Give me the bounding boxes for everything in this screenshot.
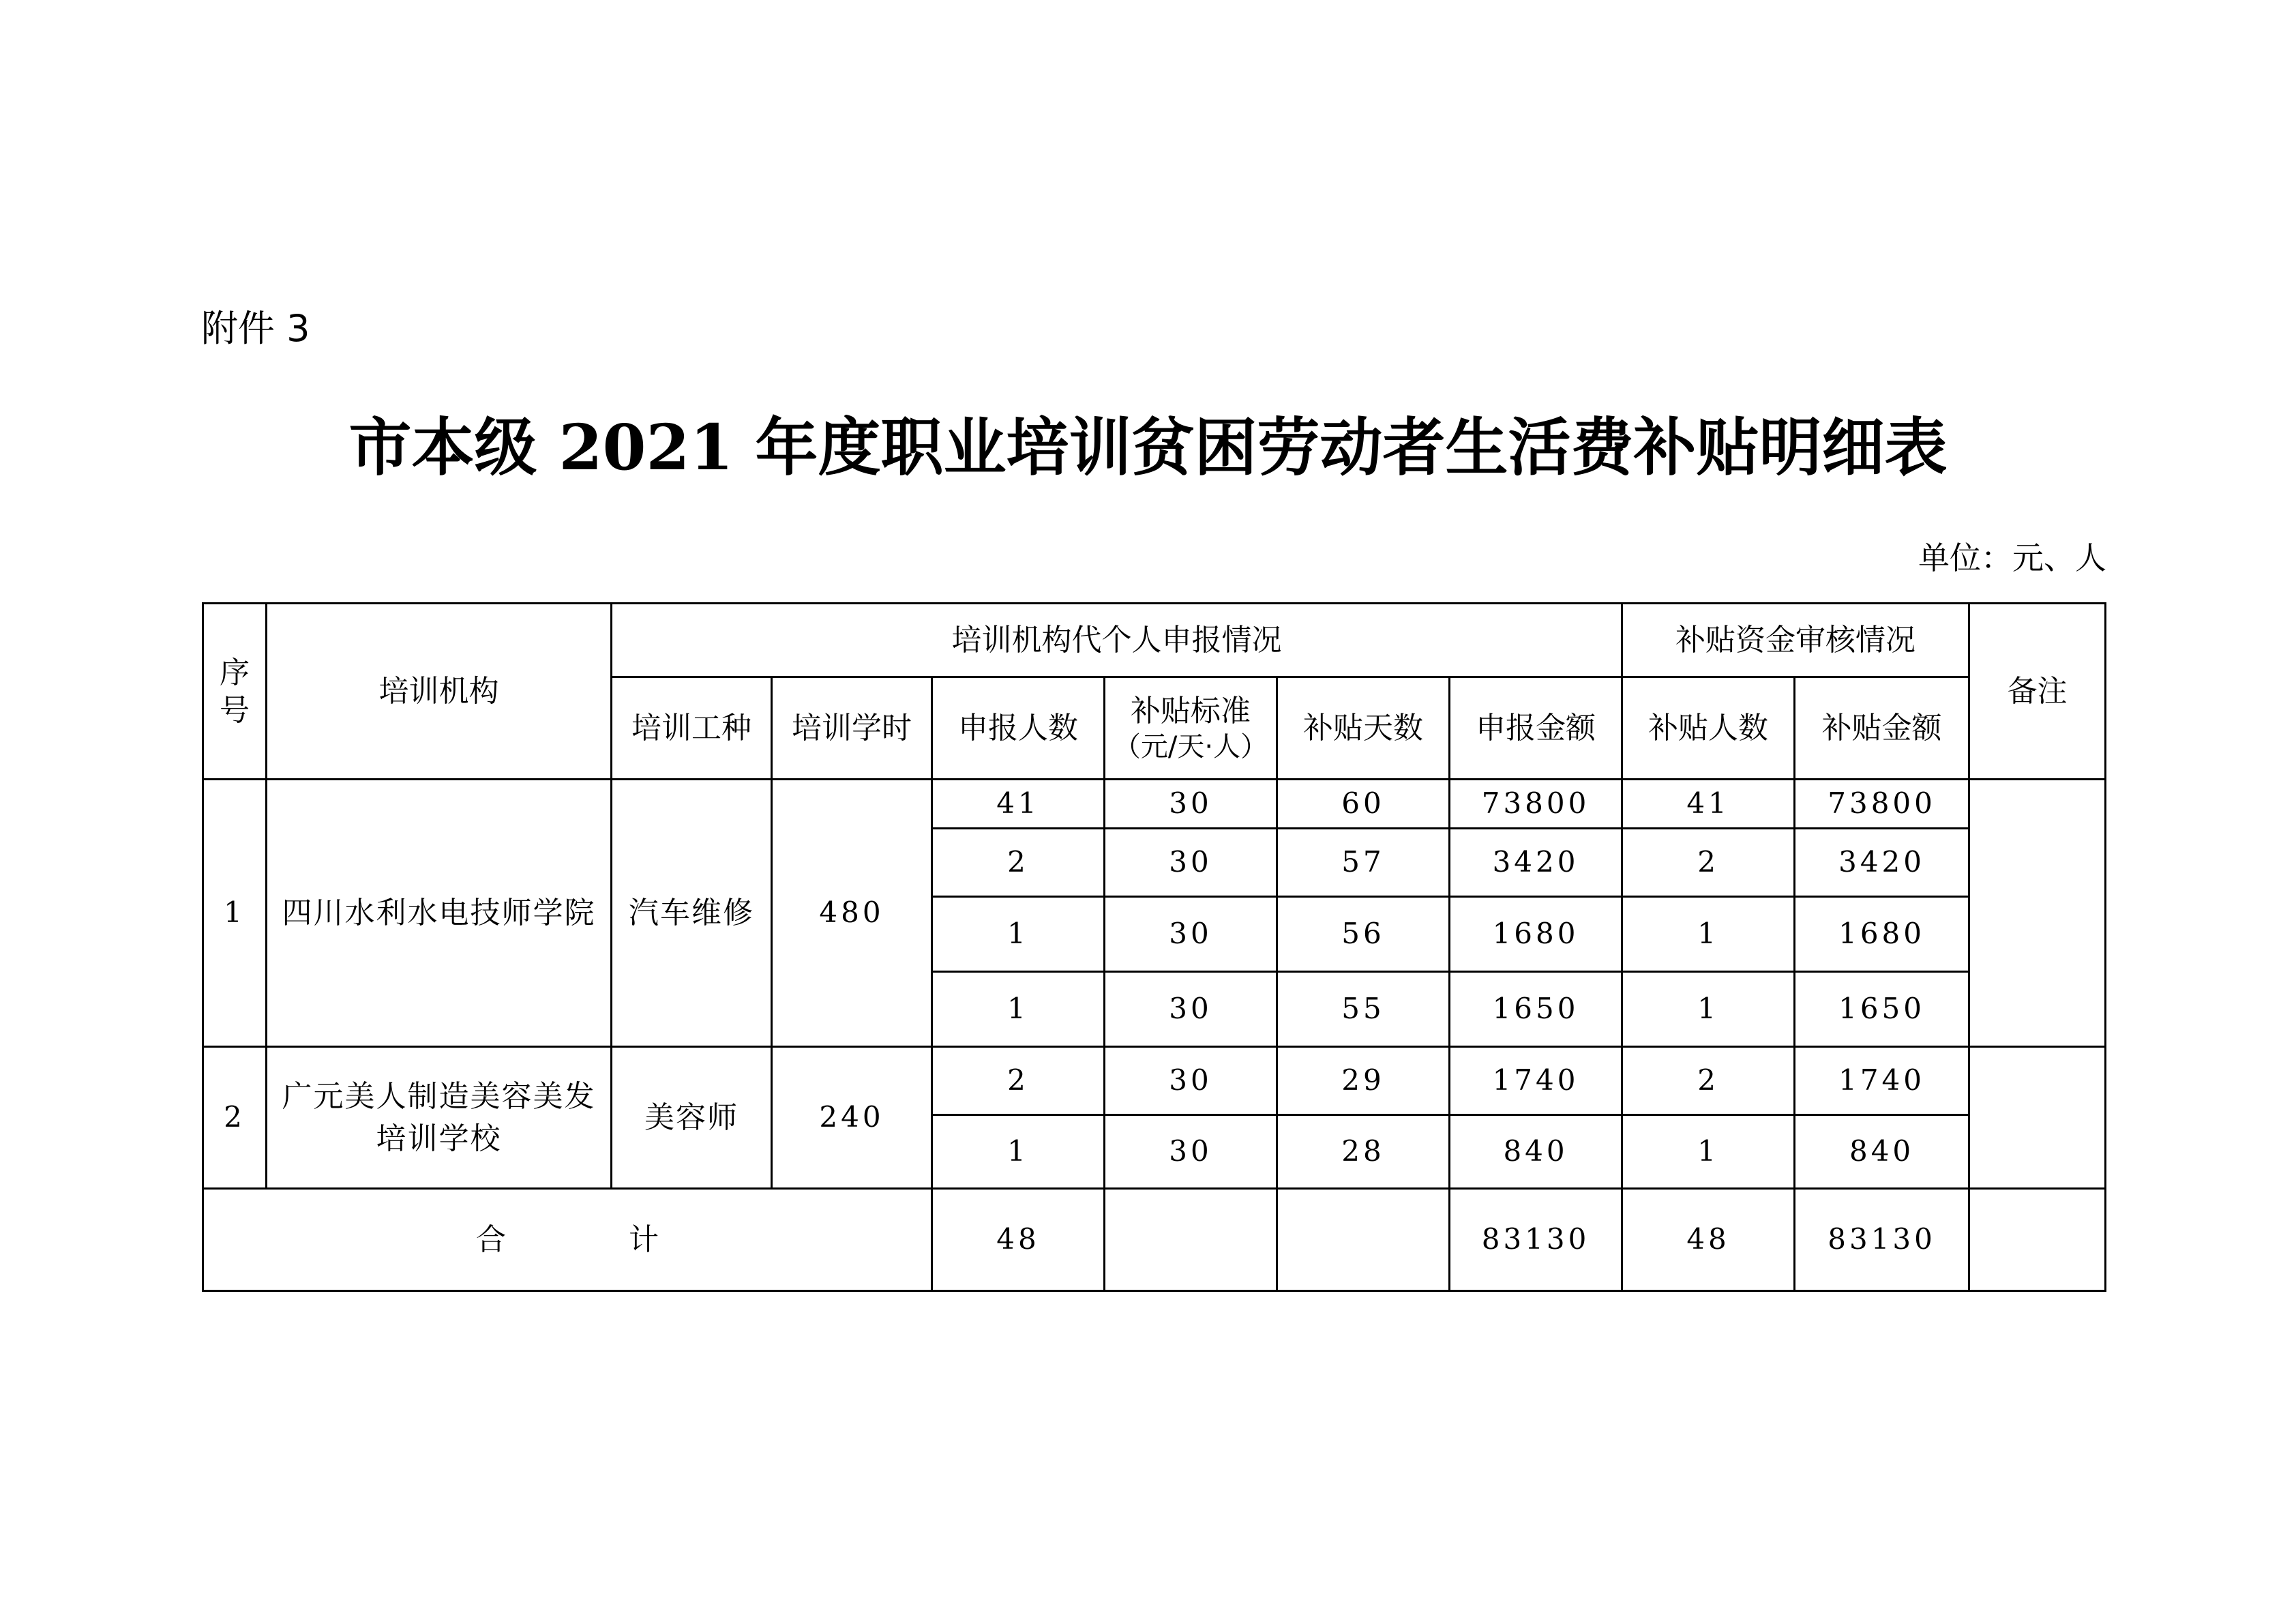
header-application-group: 培训机构代个人申报情况 xyxy=(612,604,1622,677)
applicants-cell: 1 xyxy=(932,972,1105,1047)
declared-amount-cell: 1740 xyxy=(1450,1047,1622,1115)
header-institution: 培训机构 xyxy=(267,604,612,780)
declared-amount-cell: 1650 xyxy=(1450,972,1622,1047)
subsidy-amount-cell: 840 xyxy=(1795,1115,1969,1189)
standard-cell: 30 xyxy=(1105,1115,1277,1189)
institution-cell: 四川水利水电技师学院 xyxy=(267,780,612,1047)
days-cell: 60 xyxy=(1277,780,1450,829)
institution-cell xyxy=(267,1047,612,1189)
header-row-1 xyxy=(203,604,2106,677)
standard-cell: 30 xyxy=(1105,897,1277,972)
standard-cell: 30 xyxy=(1105,829,1277,897)
subsidy-amount-cell: 1680 xyxy=(1795,897,1969,972)
total-label-he: 合 xyxy=(476,1222,506,1257)
hours-cell: 240 xyxy=(772,1047,932,1189)
serial-cell: 2 xyxy=(203,1047,267,1189)
subsidy-amount-cell: 3420 xyxy=(1795,829,1969,897)
standard-cell: 30 xyxy=(1105,780,1277,829)
remarks-cell xyxy=(1969,780,2106,1047)
days-cell: 55 xyxy=(1277,972,1450,1047)
applicants-cell: 2 xyxy=(932,1047,1105,1115)
table-row xyxy=(203,780,2106,829)
header-serial: 序号 xyxy=(203,604,267,780)
total-remarks xyxy=(1969,1189,2106,1291)
header-review-group: 补贴资金审核情况 xyxy=(1622,604,1969,677)
total-declared-amount: 83130 xyxy=(1450,1189,1622,1291)
total-subsidy-amount: 83130 xyxy=(1795,1189,1969,1291)
remarks-cell xyxy=(1969,1047,2106,1189)
hours-cell: 480 xyxy=(772,780,932,1047)
unit-label: 单位：元、人 xyxy=(1918,540,2106,576)
days-cell: 57 xyxy=(1277,829,1450,897)
header-standard-unit: （元/天·人） xyxy=(1113,731,1268,763)
total-applicants: 48 xyxy=(932,1189,1105,1291)
total-label-ji: 计 xyxy=(629,1222,659,1257)
applicants-cell: 2 xyxy=(932,829,1105,897)
header-trade: 培训工种 xyxy=(612,677,772,780)
subsidy-amount-cell: 1740 xyxy=(1795,1047,1969,1115)
total-days xyxy=(1277,1189,1450,1291)
applicants-cell: 1 xyxy=(932,1115,1105,1189)
declared-amount-cell: 1680 xyxy=(1450,897,1622,972)
trade-cell: 美容师 xyxy=(612,1047,772,1189)
header-standard xyxy=(1105,677,1277,780)
subsidy-people-cell: 41 xyxy=(1622,780,1795,829)
days-cell: 29 xyxy=(1277,1047,1450,1115)
header-declared-amount: 申报金额 xyxy=(1450,677,1622,780)
header-subsidy-amount: 补贴金额 xyxy=(1795,677,1969,780)
institution-name: 广元美人制造美容美发培训学校 xyxy=(282,1078,596,1156)
standard-cell: 30 xyxy=(1105,1047,1277,1115)
declared-amount-cell: 840 xyxy=(1450,1115,1622,1189)
applicants-cell: 1 xyxy=(932,897,1105,972)
days-cell: 28 xyxy=(1277,1115,1450,1189)
subsidy-amount-cell: 73800 xyxy=(1795,780,1969,829)
document-title: 市本级 2021 年度职业培训贫困劳动者生活费补贴明细表 xyxy=(348,411,1948,484)
declared-amount-cell: 3420 xyxy=(1450,829,1622,897)
header-hours: 培训学时 xyxy=(772,677,932,780)
days-cell: 56 xyxy=(1277,897,1450,972)
header-standard-label: 补贴标准 xyxy=(1131,694,1251,728)
header-days: 补贴天数 xyxy=(1277,677,1450,780)
subsidy-people-cell: 2 xyxy=(1622,829,1795,897)
standard-cell: 30 xyxy=(1105,972,1277,1047)
attachment-label: 附件 3 xyxy=(201,307,310,350)
subsidy-people-cell: 1 xyxy=(1622,897,1795,972)
header-subsidy-people: 补贴人数 xyxy=(1622,677,1795,780)
total-subsidy-people: 48 xyxy=(1622,1189,1795,1291)
subsidy-detail-table xyxy=(202,602,2106,1292)
header-applicants: 申报人数 xyxy=(932,677,1105,780)
serial-cell: 1 xyxy=(203,780,267,1047)
subsidy-people-cell: 2 xyxy=(1622,1047,1795,1115)
applicants-cell: 41 xyxy=(932,780,1105,829)
header-remarks: 备注 xyxy=(1969,604,2106,780)
trade-cell: 汽车维修 xyxy=(612,780,772,1047)
declared-amount-cell: 73800 xyxy=(1450,780,1622,829)
total-standard xyxy=(1105,1189,1277,1291)
subsidy-people-cell: 1 xyxy=(1622,972,1795,1047)
total-label xyxy=(203,1189,932,1291)
subsidy-amount-cell: 1650 xyxy=(1795,972,1969,1047)
total-row xyxy=(203,1189,2106,1291)
table-row xyxy=(203,1047,2106,1115)
subsidy-people-cell: 1 xyxy=(1622,1115,1795,1189)
